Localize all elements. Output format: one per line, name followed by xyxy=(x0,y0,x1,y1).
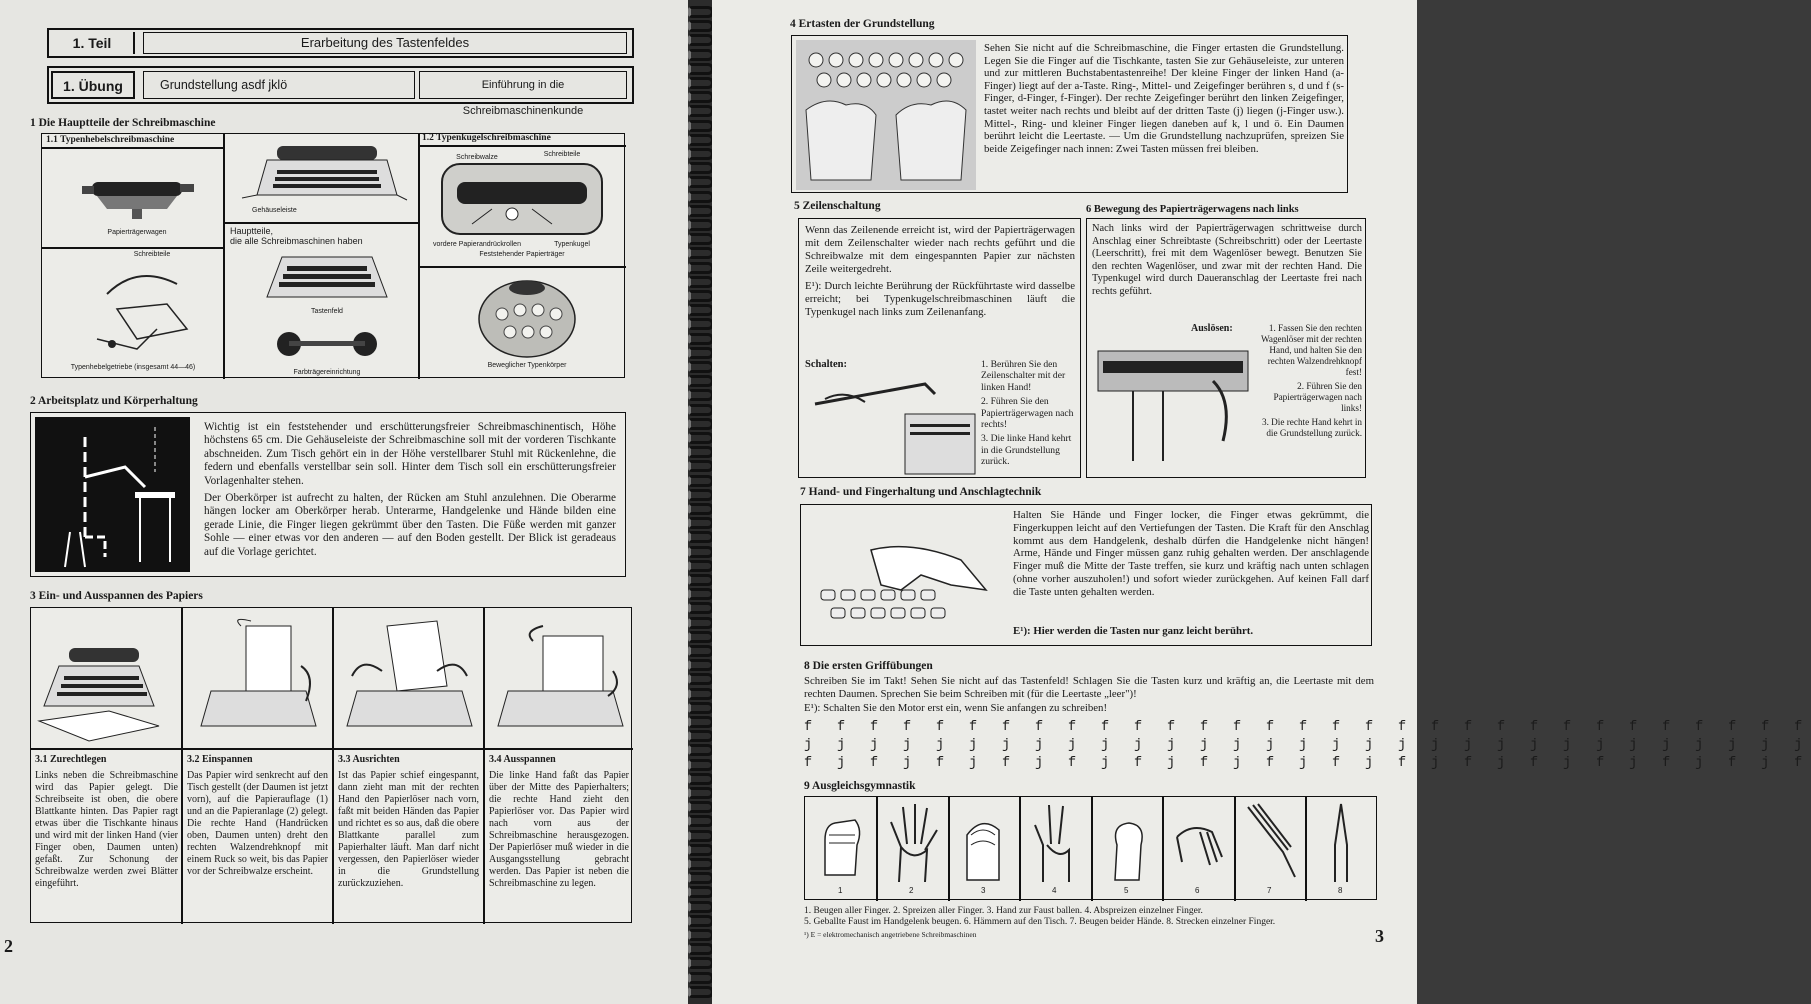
binding-ring xyxy=(688,489,714,501)
section-4-box xyxy=(791,35,1348,193)
binding-ring xyxy=(688,418,714,430)
caption-schreibteile-2: Schreibteile xyxy=(543,151,581,158)
binding-ring xyxy=(688,361,714,373)
uebung-header xyxy=(47,66,634,117)
caption-schreibteile: Schreibteile xyxy=(133,251,171,258)
binding-ring xyxy=(688,546,714,558)
binding-ring xyxy=(688,77,714,89)
exercise-8-hand-icon xyxy=(1315,800,1367,884)
step-3-1 xyxy=(35,754,178,890)
binding-ring xyxy=(688,901,714,913)
exercise-number-6: 6 xyxy=(1195,886,1200,895)
uebung-intro: Einführung in die Schreibmaschinenkunde xyxy=(419,71,627,99)
line-return-illustration xyxy=(805,374,975,474)
exercise-2-hand-icon xyxy=(887,802,939,884)
binding-ring xyxy=(688,531,714,543)
section-7-text: Halten Sie Hände und Finger locker, die Finger etwas gekrümmt, die Fingerkuppen leicht auf den Vertiefungen der Tasten. Die Kraft für den Anschlag kommt aus dem Handgelenk, deshalb dürfen die Handgelenke nicht hängen! Arme, Hände und Finger müssen ganz ruhig gehalten werden. Der anschlagende Finger muß die Mitte der Taste treffen, sie kurz und kräftig nach unten schlagen (ohne vorher auszuholen!) und sofort wieder zurückgehen. Auf keinen Fall darf die Taste unten gehalten werden. xyxy=(1013,509,1369,598)
binding-ring xyxy=(688,645,714,657)
binding-ring xyxy=(688,759,714,771)
binding-ring xyxy=(688,588,714,600)
binding-ring xyxy=(688,304,714,316)
section-5-paragraph-2: E¹): Durch leichte Berührung der Rückführtaste wird dasselbe erreicht; bei Typenkugelschreibmaschinen läuft die Typenkugel nach links zum Zeilenanfang. xyxy=(805,280,1075,318)
subsection-1-1: 1.1 Typenhebelschreibmaschine xyxy=(46,135,175,145)
section-8-title: 8 Die ersten Griffübungen xyxy=(804,660,933,672)
schalten-step-1: 1. Berühren Sie den Zeilenschalter mit der linken Hand! xyxy=(981,359,1066,393)
binding-ring xyxy=(688,943,714,955)
teil-header xyxy=(47,28,634,58)
binding-ring xyxy=(688,6,714,18)
binding-ring xyxy=(688,105,714,117)
section-8-text: Schreiben Sie im Takt! Sehen Sie nicht auf das Tastenfeld! Schlagen Sie die Tasten kurz und kräftig an, die Leertaste mit dem rechten Daumen. Sprechen Sie beim Schreiben mit (für die Leertaste „leer")! xyxy=(804,675,1374,700)
teil-title: Erarbeitung des Tastenfeldes xyxy=(143,32,627,54)
binding-ring xyxy=(688,375,714,387)
binding-ring xyxy=(688,63,714,75)
step-3-1-title: 3.1 Zurechtlegen xyxy=(35,754,107,765)
step-4-illustration xyxy=(493,616,628,741)
section-8-e1: E¹): Schalten Sie den Motor erst ein, wenn Sie anfangen zu schreiben! xyxy=(804,702,1108,714)
binding-ring xyxy=(688,929,714,941)
binding-ring xyxy=(688,730,714,742)
binding-ring xyxy=(688,219,714,231)
right-page xyxy=(712,0,1811,1004)
binding-ring xyxy=(688,602,714,614)
section-6-text: Nach links wird der Papierträgerwagen schrittweise durch Anschlag einer Schreibtaste (Schreibschritt) oder der Leertaste (Leerschritt), frei mit dem Wagenlöser bewegt. Benutzen Sie den rechten Wagenlöser, und zwar mit der rechten Hand. Die Typenkugel wird durch Daueranschlag der Leertaste frei nach rechts geführt. xyxy=(1092,223,1362,297)
keyboard-illustration xyxy=(257,252,397,307)
exercise-number-1: 1 xyxy=(838,886,843,895)
binding-ring xyxy=(688,815,714,827)
section-9-title: 9 Ausgleichsgymnastik xyxy=(804,780,916,792)
binding-ring xyxy=(688,517,714,529)
typewriter-top-illustration xyxy=(237,140,407,210)
section-2-box xyxy=(30,412,626,577)
uebung-label: 1. Übung xyxy=(51,71,135,99)
step-3-4 xyxy=(489,754,629,890)
ausloesen-step-2: 2. Führen Sie den Papierträgerwagen nach links! xyxy=(1273,381,1362,413)
binding-ring xyxy=(688,886,714,898)
drill-row-f: f f f f f f f f f f f f f f f f f f f f f f f f f f f f f f f xyxy=(804,720,1811,735)
binding-ring xyxy=(688,475,714,487)
footnote: ¹) E = elektromechanisch angetriebene Schreibmaschinen xyxy=(804,930,977,939)
section-1-title: 1 Die Hauptteile der Schreibmaschine xyxy=(30,117,216,129)
spiral-binding xyxy=(688,0,714,1004)
binding-ring xyxy=(688,503,714,515)
workplace-paragraph-2: Der Oberkörper ist aufrecht zu halten, der Rücken am Stuhl anzulehnen. Die Oberarme hängen locker am Oberkörper herab. Unterarme, Handgelenke und Hände bilden eine gerade Linie, die Finger liegen gekrümmt über den Tasten. Die Füße werden mit ganzer Sohle — einer etwas vor den anderen — auf den Boden gestellt. Der Blick ist geradeaus auf die Vorlage gerichtet. xyxy=(204,492,616,558)
exercise-1-hand-icon xyxy=(815,805,867,883)
hands-on-keys-illustration xyxy=(796,40,976,190)
binding-ring xyxy=(688,688,714,700)
binding-ring xyxy=(688,290,714,302)
binding-ring xyxy=(688,702,714,714)
exercise-6-hand-icon xyxy=(1172,817,1227,877)
step-3-2-text: Das Papier wird senkrecht auf den Tisch gestellt (der Daumen ist jetzt vorn), auf die Papierauflage (1) und an die Papieranlage (2) gelegt. Die rechte Hand (Handrücken oben, Daumen unten) dreht den rechten Walzendrehknopf mit einem Ruck so weit, bis das Papier vor der Schreibwalze erscheint. xyxy=(187,770,328,877)
posture-illustration xyxy=(35,417,190,572)
binding-ring xyxy=(688,830,714,842)
section-7-box xyxy=(800,504,1372,646)
section-7-title: 7 Hand- und Fingerhaltung und Anschlagtechnik xyxy=(800,486,1042,498)
exercise-number-5: 5 xyxy=(1124,886,1129,895)
binding-ring xyxy=(688,162,714,174)
binding-ring xyxy=(688,773,714,785)
exercise-number-8: 8 xyxy=(1338,886,1343,895)
caption-schreibwalze: Schreibwalze xyxy=(456,154,498,161)
workplace-paragraph-1: Wichtig ist ein feststehender und erschütterungsfreier Schreibmaschinentisch, Höhe höchstens 65 cm. Die Gehäuseleiste der Schreibmaschine soll mit der vorderen Tischkante abschneiden. Zum Tisch gehört ein in der Höhe verstellbarer Stuhl mit Rückenlehne, die federn und ebenfalls verstellbar sein soll. Hinter dem Tisch soll ein erschütterungsfreier Vorlagenhalter stehen. xyxy=(204,421,616,487)
schalten-step-2: 2. Führen Sie den Papierträgerwagen nach rechts! xyxy=(981,396,1074,431)
binding-ring xyxy=(688,91,714,103)
binding-ring xyxy=(688,247,714,259)
exercise-4-hand-icon xyxy=(1029,800,1081,884)
binding-ring xyxy=(688,347,714,359)
binding-ring xyxy=(688,972,714,984)
subsection-1-2: 1.2 Typenkugelschreibmaschine xyxy=(422,133,551,143)
typeball-illustration xyxy=(472,274,582,359)
binding-ring xyxy=(688,389,714,401)
binding-ring xyxy=(688,872,714,884)
section-1-box xyxy=(41,133,625,378)
binding-ring xyxy=(688,262,714,274)
caption-feststehend: Feststehender Papierträger xyxy=(479,251,565,258)
binding-ring xyxy=(688,858,714,870)
carriage-release-illustration xyxy=(1093,331,1258,471)
binding-ring xyxy=(688,560,714,572)
binding-ring xyxy=(688,673,714,685)
binding-ring xyxy=(688,432,714,444)
binding-ring xyxy=(688,205,714,217)
finger-strike-illustration xyxy=(811,530,996,640)
binding-ring xyxy=(688,787,714,799)
binding-ring xyxy=(688,574,714,586)
binding-ring xyxy=(688,34,714,46)
step-3-2-title: 3.2 Einspannen xyxy=(187,754,253,765)
exercise-5-hand-icon xyxy=(1101,805,1153,883)
drill-row-j: j j j j j j j j j j j j j j j j j j j j j j j j j j j j j j j xyxy=(804,738,1811,753)
step-3-1-text: Links neben die Schreibmaschine wird das Papier gelegt. Die Schreibseite ist oben, die obere Blattkante hinten. Das Papier ragt etwas über die Tischkante hinaus und wird mit der linken Hand (vier Finger oben, Daumen unten) gefaßt. Zur Schonung der Schreibwalze werden zwei Blätter eingeführt. xyxy=(35,770,178,889)
binding-ring xyxy=(688,986,714,998)
binding-ring xyxy=(688,191,714,203)
binding-ring xyxy=(688,801,714,813)
ribbon-illustration xyxy=(267,326,387,366)
section-6-box xyxy=(1086,218,1366,478)
binding-ring xyxy=(688,844,714,856)
binding-ring xyxy=(688,957,714,969)
schalten-step-3: 3. Die linke Hand kehrt in die Grundstellung zurück. xyxy=(981,433,1072,468)
teil-label: 1. Teil xyxy=(51,32,135,54)
ausloesen-step-1: 1. Fassen Sie den rechten Wagenlöser mit der rechten Hand, und halten Sie den rechten Walzendrehknopf fest! xyxy=(1260,323,1362,377)
binding-ring xyxy=(688,20,714,32)
page-number-right: 3 xyxy=(1375,926,1384,946)
caption-typenhebel: Typenhebelgetriebe (insgesamt 44—46) xyxy=(70,364,196,371)
section-5-paragraph-1: Wenn das Zeilenende erreicht ist, wird der Papierträgerwagen mit dem Zeilenschalter wieder nach rechts geführt und die Schreibwalze mit dem eingespannten Papier zur nächsten Zeile weitergedreht. xyxy=(805,224,1075,275)
caption-tastenfeld: Tastenfeld xyxy=(311,308,343,315)
binding-ring xyxy=(688,744,714,756)
carriage-illustration xyxy=(72,164,202,224)
section-2-title: 2 Arbeitsplatz und Körperhaltung xyxy=(30,395,198,407)
binding-ring xyxy=(688,148,714,160)
exercise-3-hand-icon xyxy=(957,805,1009,883)
binding-ring xyxy=(688,176,714,188)
binding-ring xyxy=(688,659,714,671)
step-3-2 xyxy=(187,754,328,878)
binding-ring xyxy=(688,716,714,728)
exercise-number-4: 4 xyxy=(1052,886,1057,895)
exercise-number-7: 7 xyxy=(1267,886,1272,895)
step-3-3-text: Ist das Papier schief eingespannt, dann zieht man mit der rechten Hand den Papierlöser nach vorn, faßt mit beiden Händen das Papier und richtet es so aus, daß die obere Blattkante parallel zum Papierhalter läuft. Man darf nicht vergessen, den Papierlöser wieder in die Grundstellung zurückzuziehen. xyxy=(338,770,479,889)
binding-ring xyxy=(688,49,714,61)
step-3-3-title: 3.3 Ausrichten xyxy=(338,754,400,765)
exercise-number-2: 2 xyxy=(909,886,914,895)
golfball-typewriter-illustration xyxy=(432,154,612,244)
section-9-box xyxy=(804,796,1377,900)
exercise-7-hand-icon xyxy=(1243,802,1298,882)
schalten-label: Schalten: xyxy=(805,359,847,370)
caption-papiertraeger: Papierträgerwagen xyxy=(107,229,167,236)
step-3-4-title: 3.4 Ausspannen xyxy=(489,754,556,765)
section-4-title: 4 Ertasten der Grundstellung xyxy=(790,18,935,30)
page-number-left: 2 xyxy=(4,936,13,956)
caption-typenkugel: Typenkugel xyxy=(554,241,590,248)
section-6-title: 6 Bewegung des Papierträgerwagens nach links xyxy=(1086,204,1299,215)
step-3-3 xyxy=(338,754,479,890)
section-5-title: 5 Zeilenschaltung xyxy=(794,200,881,212)
step-3-illustration xyxy=(342,616,477,741)
uebung-grund: Grundstellung asdf jklö xyxy=(143,71,415,99)
step-3-4-text: Die linke Hand faßt das Papier über der Mitte des Papierhalters; die rechte Hand zieht den Papierlöser vor. Das Papier wird nach vorn aus der Schreibmaschine herausgezogen. Der Papierlöser muß wieder in die Ausgangsstellung gebracht werden. Das Papier ist neben die Schreibmaschine zu legen. xyxy=(489,770,629,889)
binding-ring xyxy=(688,233,714,245)
binding-ring xyxy=(688,915,714,927)
section-3-title: 3 Ein- und Ausspannen des Papiers xyxy=(30,590,203,602)
ausloesen-step-3: 3. Die rechte Hand kehrt in die Grundstellung zurück. xyxy=(1261,417,1362,438)
binding-ring xyxy=(688,276,714,288)
gymnastics-caption-2: 5. Geballte Faust im Handgelenk beugen. 6. Hämmern auf den Tisch. 7. Beugen beider Hände. 8. Strecken einzelner Finger. xyxy=(804,917,1276,927)
gymnastics-caption-1: 1. Beugen aller Finger. 2. Spreizen aller Finger. 3. Hand zur Faust ballen. 4. Abspreizen einzelner Finger. xyxy=(804,906,1203,916)
step-1-illustration xyxy=(39,616,174,741)
section-3-box xyxy=(30,607,632,923)
binding-ring xyxy=(688,446,714,458)
ausloesen-label: Auslösen: xyxy=(1191,323,1233,334)
binding-ring xyxy=(688,333,714,345)
typebar-mechanism-illustration xyxy=(77,259,207,359)
section-4-text: Sehen Sie nicht auf die Schreibmaschine, die Finger ertasten die Grundstellung. Legen Sie die Finger auf die Tischkante, tasten Sie zur Gehäuseleiste, zur unteren und zur mittleren Buchstabentastenreihe! Der kleine Finger der linken Hand (a-Finger) liegt auf der a-Taste. Ring-, Mittel- und Zeigefinger berühren s, d und f (s-Finger, d-Finger, f-Finger). Der rechte Zeigefinger berührt den linken Zeigefinger, tastet weiter nach rechts und bleibt auf der dritten Taste (j) liegen (j-Finger usw.). Mittel-, Ring- und kleiner Finger liegen daneben auf k, l und ö. Ein Daumen berührt leicht die Leertaste. — Um die Grundstellung nachzuprüfen, spreizen Sie beide Zeigefinger nach innen: Zwei Tasten müssen frei bleiben. xyxy=(984,42,1344,155)
binding-ring xyxy=(688,134,714,146)
step-2-illustration xyxy=(191,616,326,741)
caption-vordere-rollen: vordere Papierandrückrollen xyxy=(433,241,521,248)
drill-row-fj: f j f j f j f j f j f j f j f j f j f j f j f j f j f j f j f xyxy=(804,756,1811,771)
caption-farbtraeger: Farbträgereinrichtung xyxy=(293,369,361,376)
caption-beweglich: Beweglicher Typenkörper xyxy=(487,362,567,369)
binding-ring xyxy=(688,404,714,416)
binding-ring xyxy=(688,631,714,643)
binding-ring xyxy=(688,617,714,629)
binding-ring xyxy=(688,120,714,132)
binding-ring xyxy=(688,460,714,472)
section-7-e1: E¹): Hier werden die Tasten nur ganz leicht berührt. xyxy=(1013,625,1254,637)
caption-gehaeuse: Gehäuseleiste xyxy=(252,207,297,214)
left-page xyxy=(0,0,690,1004)
section-5-box xyxy=(798,218,1081,478)
caption-hauptteile: Hauptteile, die alle Schreibmaschinen haben xyxy=(230,226,363,246)
binding-ring xyxy=(688,318,714,330)
exercise-number-3: 3 xyxy=(981,886,986,895)
